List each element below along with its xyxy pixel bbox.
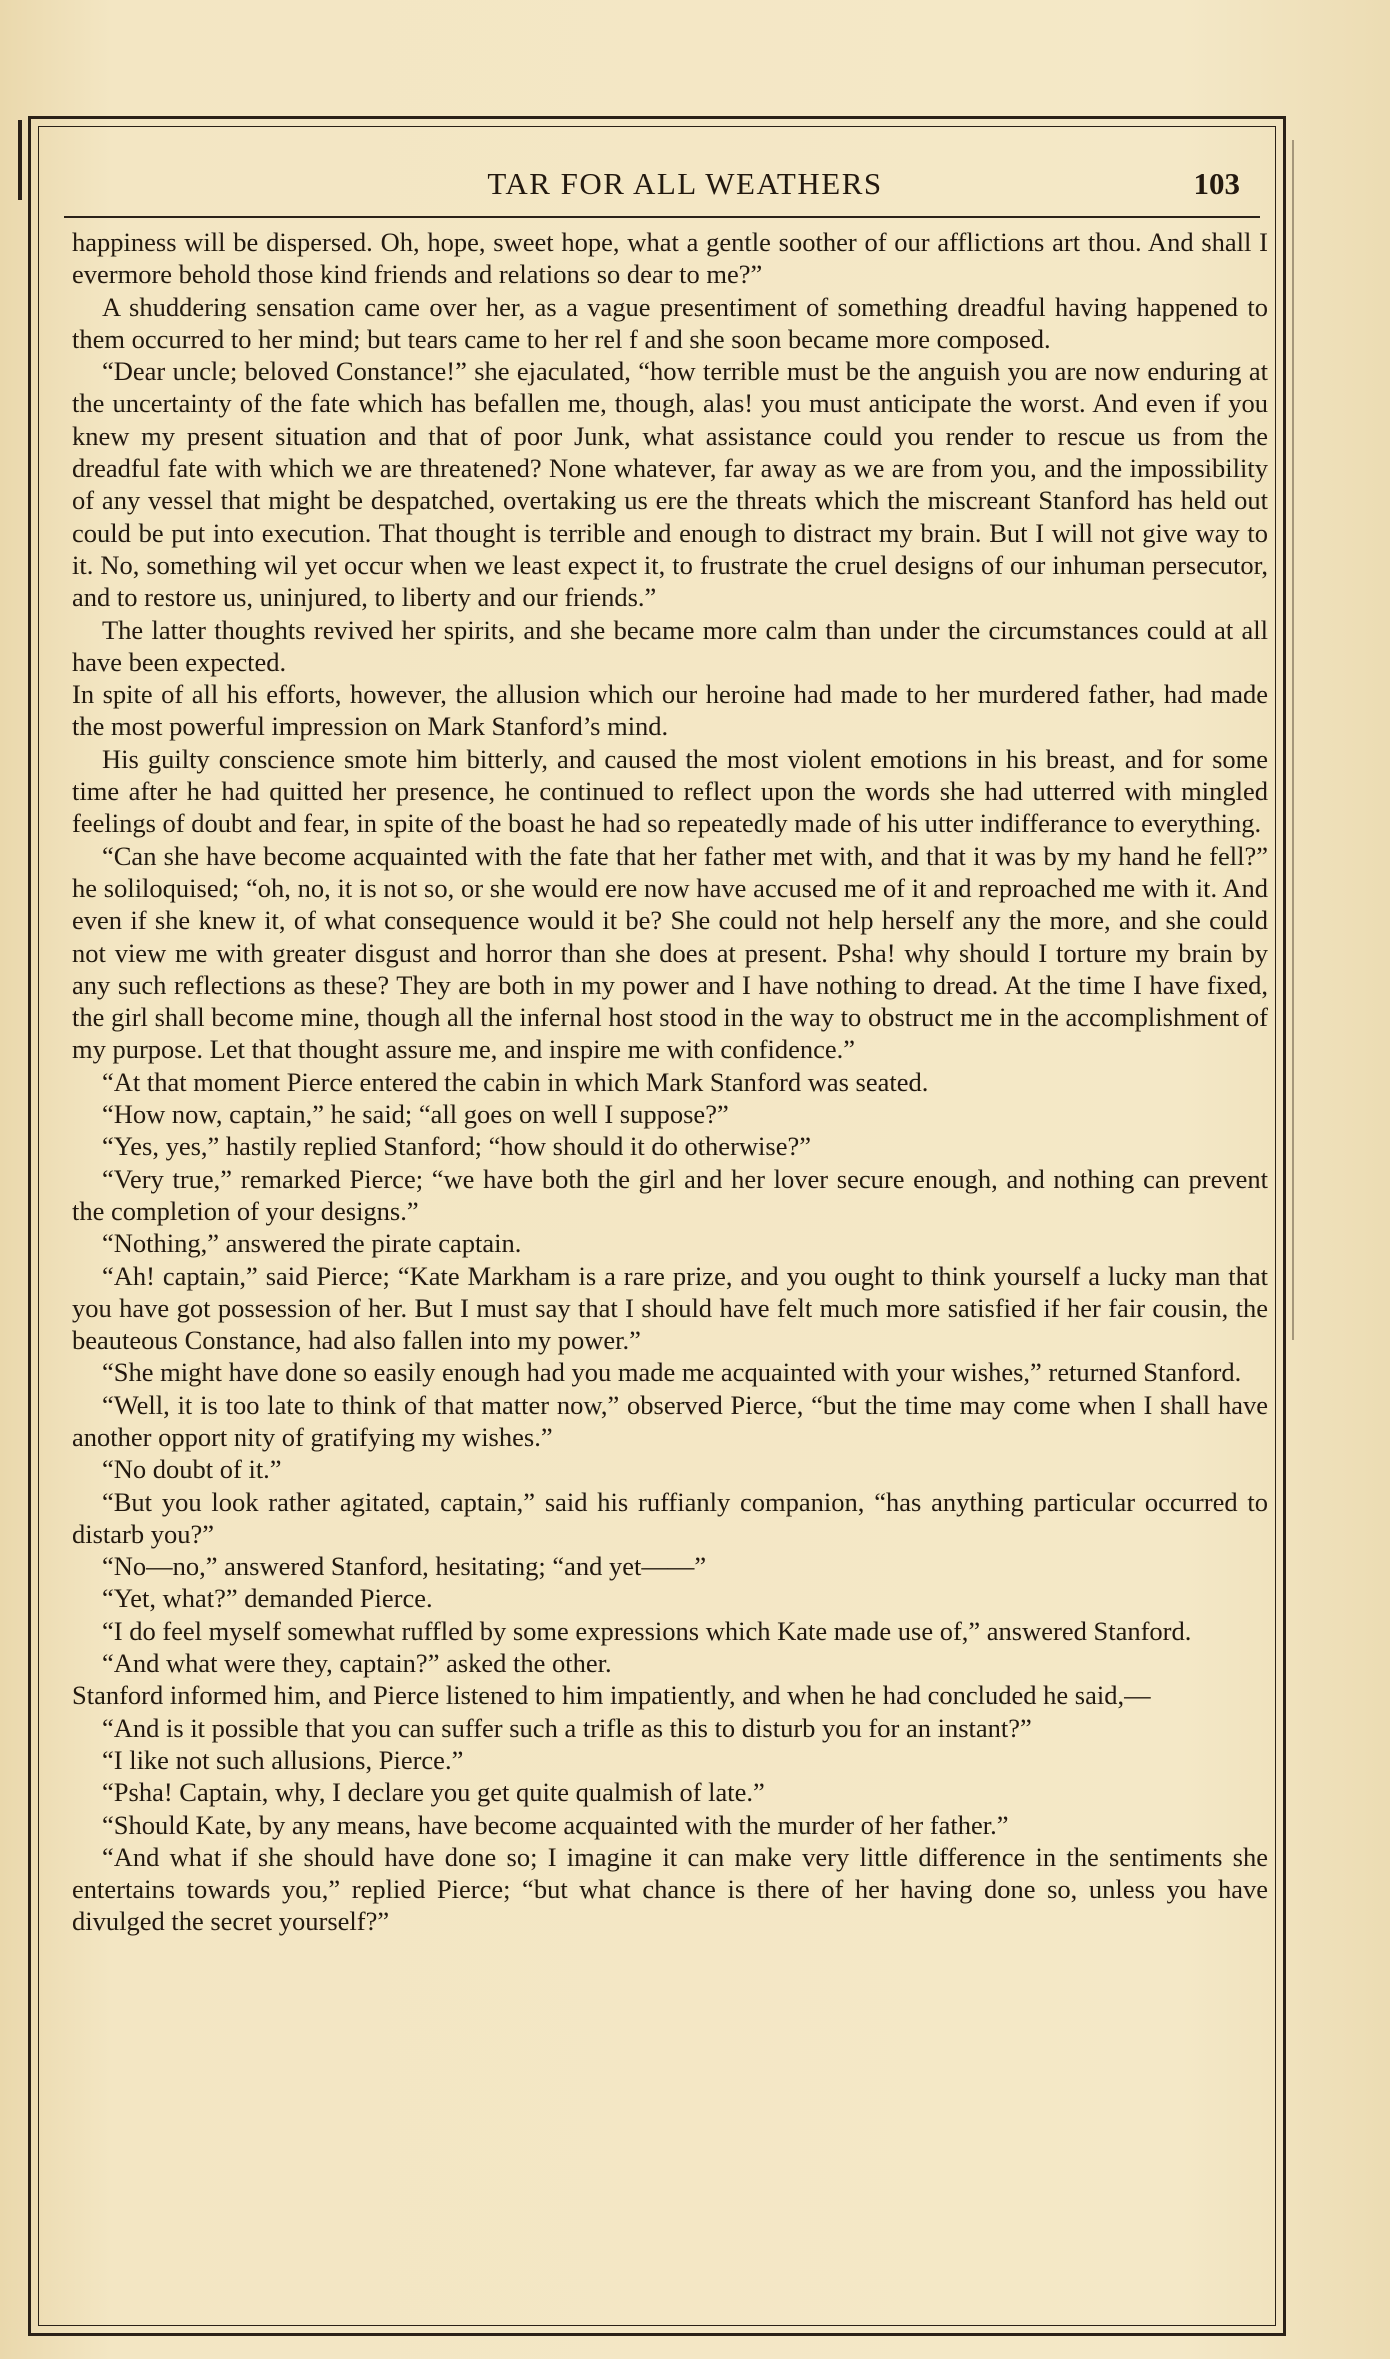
- running-title: TAR FOR ALL WEATHERS: [487, 166, 883, 201]
- paragraph: “And is it possible that you can suffer such a trifle as this to disturb you for an instant?”: [102, 1712, 1032, 1743]
- paragraph: The latter thoughts revived her spirits, and she became more calm than under the circumstances could at all have been expected.: [72, 614, 1268, 677]
- paragraph: “Psha! Captain, why, I declare you get quite qualmish of late.”: [102, 1777, 765, 1808]
- paragraph: “No—no,” answered Stanford, hesitating; “and yet——”: [102, 1551, 707, 1582]
- paragraph: “Can she have become acquainted with the fate that her father met with, and that it was by my hand he fell?” he soliloquised; “oh, no, it is not so, or she would ere now have accused me of it and reproached me with it. And even if she knew it, of what consequence would it be? She could not help herself any the more, and she could not view me with greater disgust and horror than she does at present. Psha! why should I torture my brain by any such reflections as these? They are both in my power and I have nothing to dread. At the time I have fixed, the girl shall become mine, though all the infernal host stood in the way to obstruct me in the accomplishment of my purpose. Let that thought assure me, and inspire me with confidence.”: [72, 840, 1268, 1065]
- paragraph: His guilty conscience smote him bitterly, and caused the most violent emotions in his breast, and for some time after he had quitted her presence, he continued to reflect upon the words she had utterred with mingled feelings of doubt and fear, in spite of the boast he had so repeatedly made of his utter indifferance to everything.: [72, 743, 1268, 839]
- paragraph: A shuddering sensation came over her, as a vague presentiment of something dreadful having happened to them occurred to her mind; but tears came to her rel f and she soon became more composed.: [72, 291, 1268, 354]
- paragraph: “Yet, what?” demanded Pierce.: [102, 1583, 433, 1614]
- paragraph: “Well, it is too late to think of that matter now,” observed Pierce, “but the time may come when I shall have another opport nity of gratifying my wishes.”: [72, 1389, 1268, 1452]
- header-rule: [64, 216, 1260, 218]
- paragraph: “Nothing,” answered the pirate captain.: [102, 1228, 522, 1259]
- paragraph: “Dear uncle; beloved Constance!” she ejaculated, “how terrible must be the anguish you are now enduring at the uncertainty of the fate which has befallen me, though, alas! you must anticipate the worst. And even if you knew my present situation and that of poor Junk, what assistance could you render to rescue us from the dreadful fate with which we are threatened? None whatever, far away as we are from you, and the impossibility of any vessel that might be despatched, overtaking us ere the threats which the miscreant Stanford has held out could be put into execution. That thought is terrible and enough to distract my brain. But I will not give way to it. No, something wil yet occur when we least expect it, to frustrate the cruel designs of our inhuman persecutor, and to restore us, uninjured, to liberty and our friends.”: [72, 356, 1268, 613]
- paragraph: “No doubt of it.”: [102, 1454, 282, 1485]
- paragraph: “At that moment Pierce entered the cabin in which Mark Stanford was seated.: [102, 1066, 929, 1097]
- left-margin-rule: [18, 120, 22, 200]
- paragraph: “Ah! captain,” said Pierce; “Kate Markham is a rare prize, and you ought to think yourself a lucky man that you have got possession of her. But I must say that I should have felt much more satisfied if her fair cousin, the beauteous Constance, had also fallen into my power.”: [72, 1260, 1268, 1356]
- paragraph: happiness will be dispersed. Oh, hope, sweet hope, what a gentle soother of our afflictions art thou. And shall I evermore behold those kind friends and relations so dear to me?”: [72, 227, 1268, 290]
- paragraph: “How now, captain,” he said; “all goes on well I suppose?”: [102, 1099, 729, 1130]
- paragraph: In spite of all his efforts, however, the allusion which our heroine had made to her murdered father, had made the most powerful impression on Mark Stanford’s mind.: [72, 679, 1268, 742]
- page-header: [60, 162, 1240, 212]
- paragraph: Stanford informed him, and Pierce listened to him impatiently, and when he had concluded he said,—: [72, 1680, 1151, 1711]
- paragraph: “And what if she should have done so; I imagine it can make very little difference in the sentiments she entertains towards you,” replied Pierce; “but what chance is there of her having done so, unless you have divulged the secret yourself?”: [72, 1841, 1268, 1937]
- paragraph: “And what were they, captain?” asked the other.: [102, 1648, 612, 1679]
- paragraph: “I like not such allusions, Pierce.”: [102, 1744, 464, 1775]
- right-margin-rule: [1292, 140, 1294, 1340]
- paragraph: “Should Kate, by any means, have become acquainted with the murder of her father.”: [102, 1809, 1009, 1840]
- page-number: 103: [1193, 166, 1240, 201]
- text-body: [72, 226, 1268, 1938]
- paragraph: “She might have done so easily enough had you made me acquainted with your wishes,” returned Stanford.: [102, 1357, 1242, 1388]
- paragraph: “Very true,” remarked Pierce; “we have both the girl and her lover secure enough, and nothing can prevent the completion of your designs.”: [72, 1163, 1268, 1226]
- paragraph: “Yes, yes,” hastily replied Stanford; “how should it do otherwise?”: [102, 1131, 811, 1162]
- paragraph: “I do feel myself somewhat ruffled by some expressions which Kate made use of,” answered Stanford.: [102, 1615, 1192, 1646]
- paragraph: “But you look rather agitated, captain,” said his ruffianly companion, “has anything particular occurred to distarb you?”: [72, 1486, 1268, 1549]
